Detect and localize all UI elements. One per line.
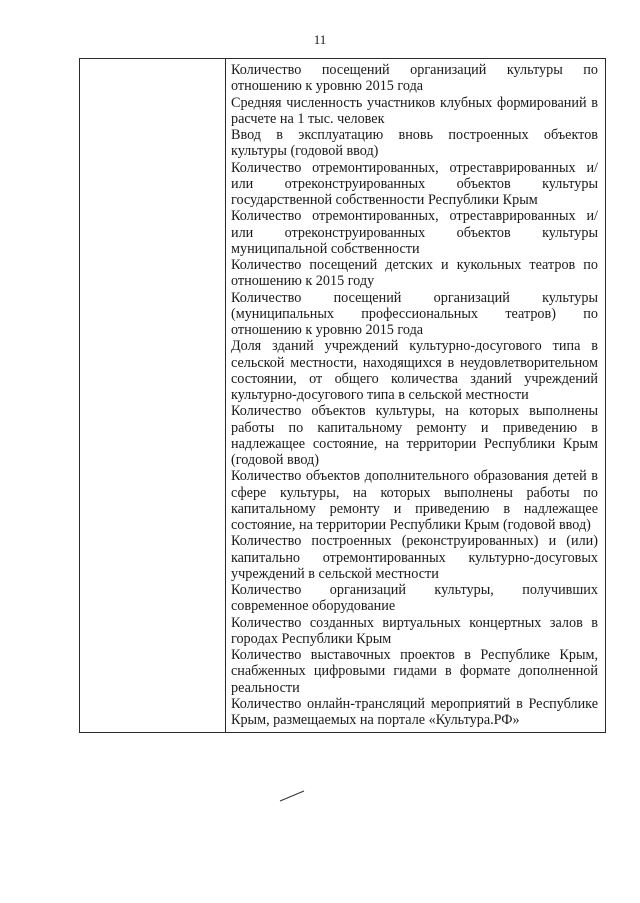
- indicator-exhibition-projects: Количество выставочных проектов в Республике Крым, снабженных цифровыми гидами в формате дополненной реальности: [231, 647, 598, 696]
- indicator-education-objects: Количество объектов дополнительного образования детей в сфере культуры, на которых выполнены работы по капитальному ремонту и приведению в надлежащее состояние, на территории Республики Крым (годовой ввод): [231, 468, 598, 533]
- indicator-virtual-halls: Количество созданных виртуальных концертных залов в городах Республики Крым: [231, 614, 598, 647]
- empty-left-cell: [80, 59, 226, 733]
- indicator-club-members: Средняя численность участников клубных формирований в расчете на 1 тыс. человек: [231, 94, 598, 127]
- indicator-equipment: Количество организаций культуры, получивших современное оборудование: [231, 582, 598, 615]
- indicator-capital-repair-objects: Количество объектов культуры, на которых выполнены работы по капитальному ремонту и приведению в надлежащее состояние, на территории Республики Крым (годовой ввод): [231, 403, 598, 468]
- indicators-cell: [226, 59, 606, 733]
- indicator-repaired-municipal-objects: Количество отремонтированных, отреставрированных и/или отреконструированных объектов культуры муниципальной собственности: [231, 208, 598, 257]
- page-number: 11: [313, 32, 327, 47]
- indicators-table: [79, 58, 606, 733]
- table-row: [80, 59, 606, 733]
- indicator-rural-buildings-share: Доля зданий учреждений культурно-досугового типа в сельской местности, находящихся в неудовлетворительном состоянии, от общего количества зданий учреждений культурно-досугового типа в сельской местности: [231, 338, 598, 403]
- indicator-repaired-state-objects: Количество отремонтированных, отреставрированных и/или отреконструированных объектов культуры государственной собственности Республики Крым: [231, 159, 598, 208]
- pen-mark-icon: [278, 789, 308, 803]
- indicator-municipal-theatres: Количество посещений организаций культуры (муниципальных профессиональных театров) по отношению к уровню 2015 года: [231, 289, 598, 338]
- indicator-new-objects: Ввод в эксплуатацию вновь построенных объектов культуры (годовой ввод): [231, 127, 598, 160]
- indicator-rural-institutions: Количество построенных (реконструированных) и (или) капитально отремонтированных культурно-досуговых учреждений в сельской местности: [231, 533, 598, 582]
- indicator-children-theatres: Количество посещений детских и кукольных театров по отношению к 2015 году: [231, 257, 598, 290]
- indicator-visits-culture: Количество посещений организаций культуры по отношению к уровню 2015 года: [231, 62, 598, 95]
- indicator-online-broadcasts: Количество онлайн-трансляций мероприятий в Республике Крым, размещаемых на портале «Культура.РФ»: [231, 695, 598, 728]
